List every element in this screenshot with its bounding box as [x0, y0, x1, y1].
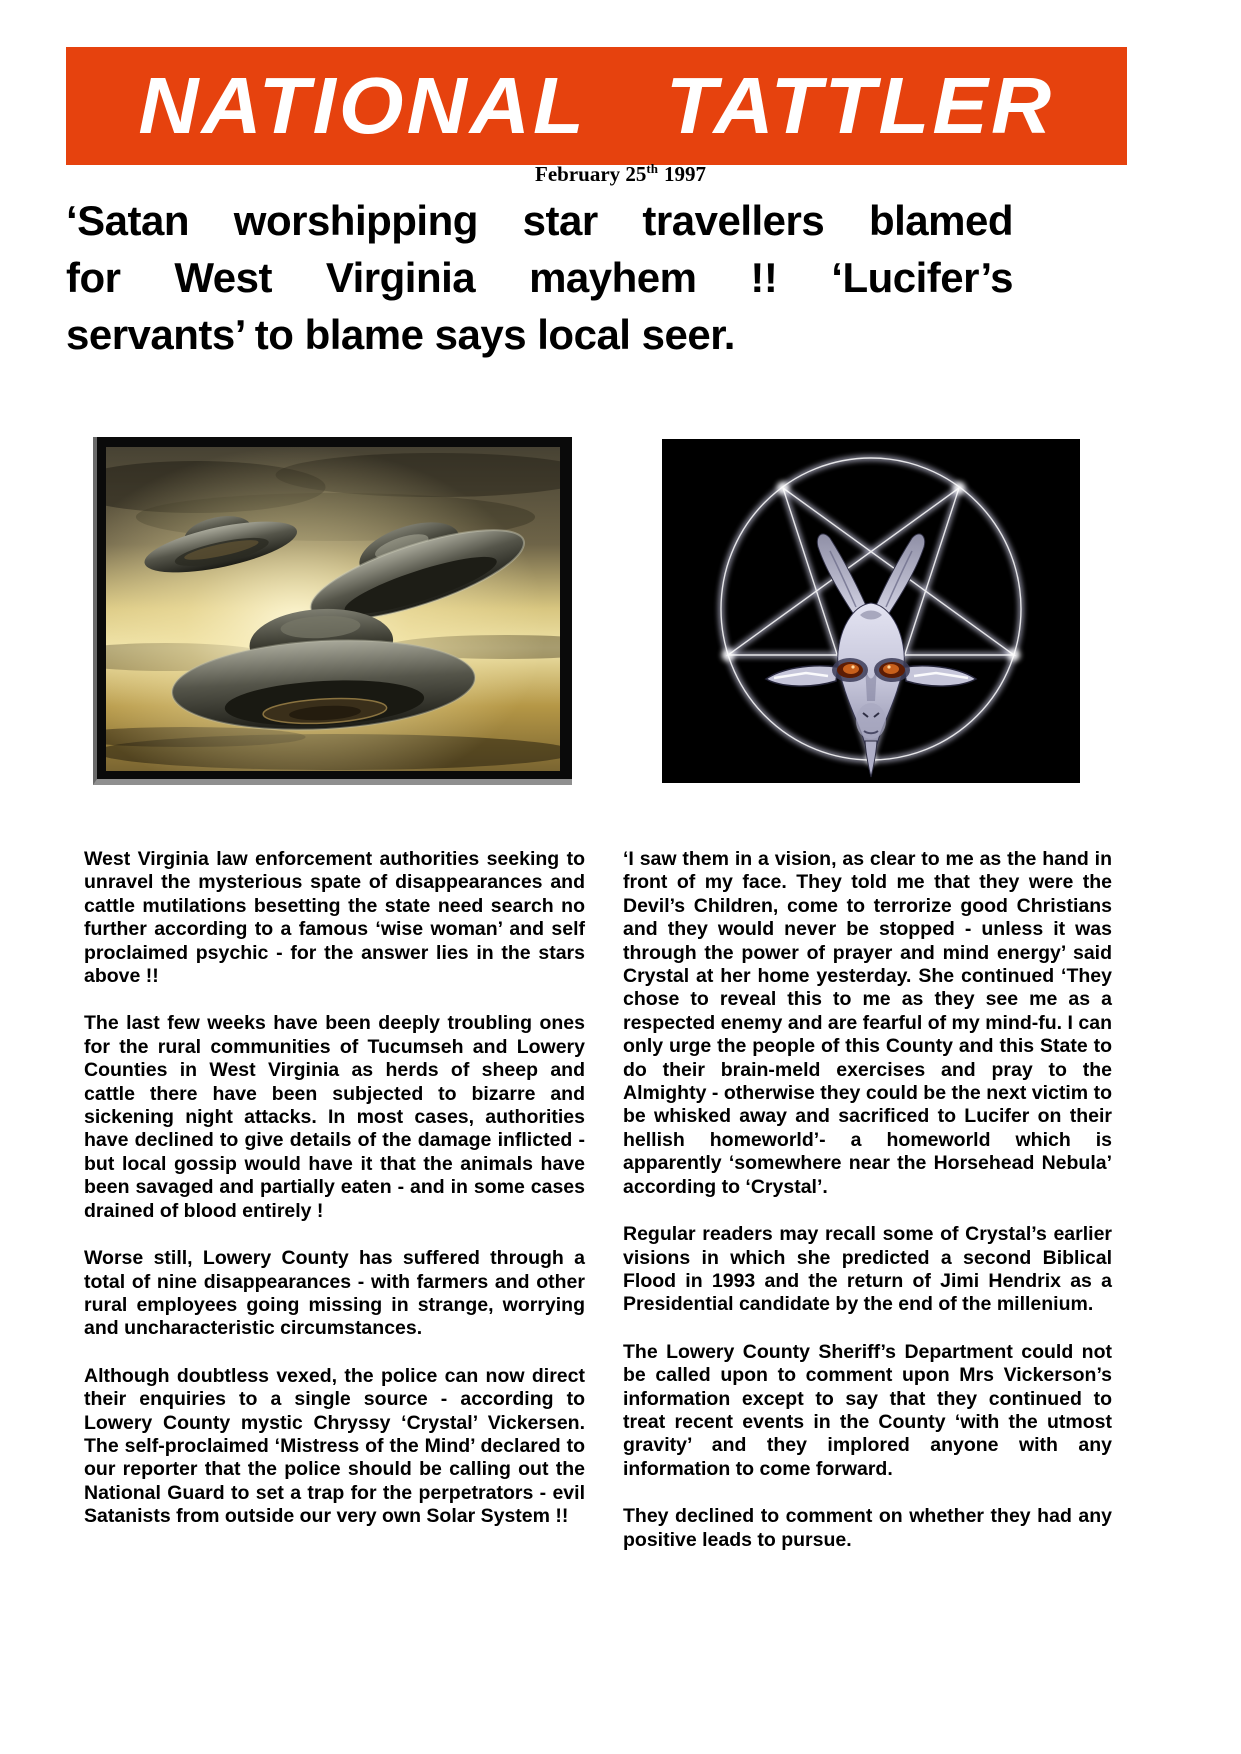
date-year: 1997	[663, 162, 706, 186]
masthead-banner	[66, 47, 1127, 165]
paragraph: ‘I saw them in a vision, as clear to me as the hand in front of my face. They told me that they were the Devil’s Children, come to terrorize good Christians and they would never be stopped - unless it was through the power of prayer and mind energy’ said Crystal at her home yesterday. She continued ‘They chose to reveal this to me as they see me as a respected enemy and are fearful of my mind-fu. I can only urge the people of this County and this State to do their brain-meld exercises and pray to the Almighty - otherwise they could be the next victim to be whisked away and sacrificed to Lucifer on their hellish homeworld’- a homeworld which is apparently ‘somewhere near the Horsehead Nebula’ according to ‘Crystal’.	[623, 848, 1112, 1198]
headline	[66, 192, 1013, 363]
ufo-photo-art	[106, 447, 560, 771]
baphomet-photo-art	[662, 439, 1080, 783]
date-line	[0, 162, 1241, 187]
baphomet-photo	[662, 439, 1080, 783]
paragraph: Worse still, Lowery County has suffered through a total of nine disappearances - with farmers and other rural employees going missing in strange, worrying and uncharacteristic circumstances.	[84, 1247, 585, 1340]
paragraph: Regular readers may recall some of Crystal’s earlier visions in which she predicted a second Biblical Flood in 1993 and the return of Jimi Hendrix as a Presidential candidate by the end of the millenium.	[623, 1223, 1112, 1316]
paragraph: Although doubtless vexed, the police can now direct their enquiries to a single source - according to Lowery County mystic Chryssy ‘Crystal’ Vickersen. The self-proclaimed ‘Mistress of the Mind’ declared to our reporter that the police should be calling out the National Guard to set a trap for the perpetrators - evil Satanists from outside our very own Solar System !!	[84, 1364, 585, 1528]
paragraph: The Lowery County Sheriff’s Department could not be called upon to comment upon Mrs Vickerson’s information except to say that they continued to treat recent events in the County ‘with the utmost gravity’ and they implored anyone with any information to come forward.	[623, 1340, 1112, 1480]
date-ordinal-suffix: th	[646, 161, 658, 176]
ufo-photo	[93, 437, 572, 785]
headline-line-1: ‘Satan worshipping star travellers blamed	[66, 197, 1013, 244]
headline-line-2: for West Virginia mayhem !! ‘Lucifer’s	[66, 254, 1013, 301]
paragraph: The last few weeks have been deeply troubling ones for the rural communities of Tucumseh and Lowery Counties in West Virginia as herds of sheep and cattle there have been subjected to bizarre and sickening night attacks. In most cases, authorities have declined to give details of the damage inflicted - but local gossip would have it that the animals have been savaged and partially eaten - and in some cases drained of blood entirely !	[84, 1012, 585, 1222]
headline-line-3: servants’ to blame says local seer.	[66, 311, 735, 358]
article-left-column	[84, 848, 585, 1553]
article-right-column	[623, 848, 1112, 1576]
paragraph: West Virginia law enforcement authorities seeking to unravel the mysterious spate of disappearances and cattle mutilations besetting the state need search no further according to a famous ‘wise woman’ and self proclaimed psychic - for the answer lies in the stars above !!	[84, 848, 585, 988]
date-prefix: February 25	[535, 162, 647, 186]
paragraph: They declined to comment on whether they had any positive leads to pursue.	[623, 1505, 1112, 1551]
masthead-title: NATIONAL TATTLER	[138, 61, 1055, 150]
